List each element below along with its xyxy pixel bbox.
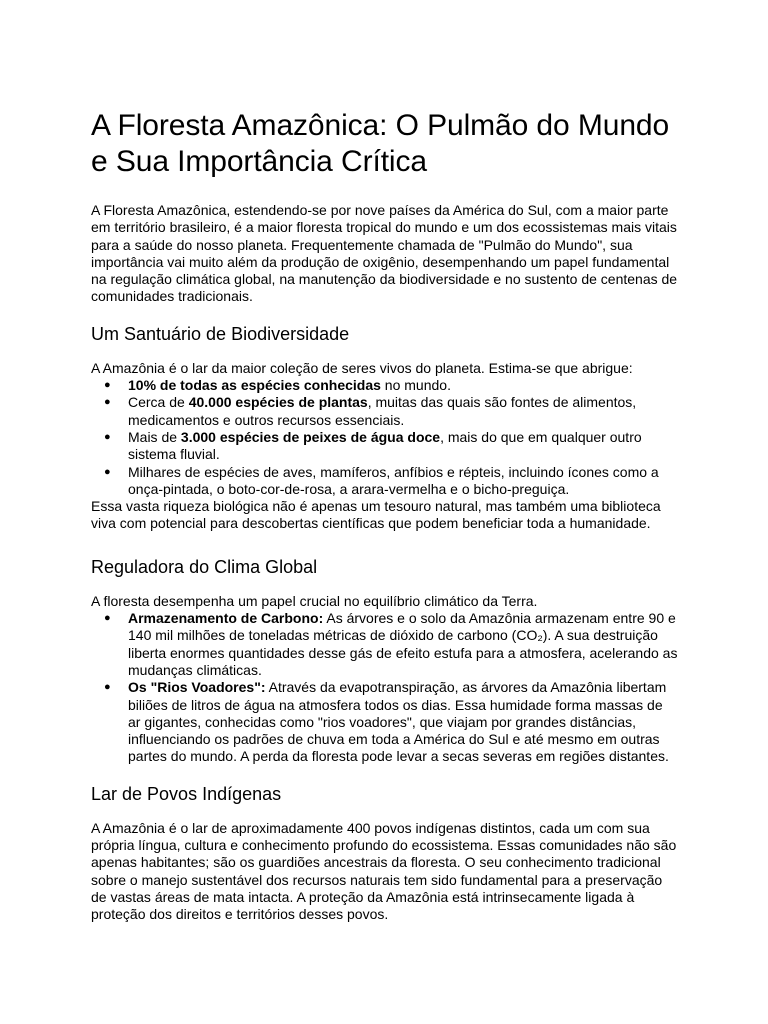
indigenous-heading: Lar de Povos Indígenas — [91, 783, 282, 804]
climate-heading: Reguladora do Clima Global — [91, 556, 318, 577]
list-item: ● Mais de 3.000 espécies de peixes de água doce, mais do que em qualquer outro sistema fluvial. — [91, 429, 678, 464]
climate-lead: A floresta desempenha um papel crucial no equilíbrio climático da Terra. — [91, 592, 538, 609]
biodiversity-section — [91, 323, 678, 533]
list-item: ● Armazenamento de Carbono: As árvores e o solo da Amazônia armazenam entre 90 e 140 mil milhões de toneladas métricas de dióxido de carbono (CO₂). A sua destruição liberta enormes quantidades desse gás de efeito estufa para a atmosfera, acelerando as mudanças climáticas. — [91, 610, 678, 679]
indigenous-section — [91, 783, 678, 924]
page-title: A Floresta Amazônica: O Pulmão do Mundo e Sua Importância Crítica — [91, 109, 670, 178]
biodiversity-heading: Um Santuário de Biodiversidade — [91, 323, 350, 344]
indigenous-paragraph: A Amazônia é o lar de aproximadamente 400 povos indígenas distintos, cada um com sua própria língua, cultura e conhecimento profundo do ecossistema. Essas comunidades não são apenas habitantes; são os guardiões ancestrais da floresta. O seu conhecimento tradicional sobre o manejo sustentável dos recursos naturais tem sido fundamental para a preservação de vastas áreas de mata intacta. A proteção da Amazônia está intrinsecamente ligada à proteção dos direitos e territórios desses povos. — [91, 819, 677, 923]
list-item: ● Milhares de espécies de aves, mamíferos, anfíbios e répteis, incluindo ícones como a onça-pintada, o boto-cor-de-rosa, a arara-vermelha e o bicho-preguiça. — [91, 464, 678, 499]
list-item: ● Cerca de 40.000 espécies de plantas, muitas das quais são fontes de alimentos, medicamentos e outros recursos essenciais. — [91, 394, 678, 429]
biodiversity-closing: Essa vasta riqueza biológica não é apenas um tesouro natural, mas também uma biblioteca viva com potencial para descobertas científicas que podem beneficiar toda a humanidade. — [91, 498, 661, 532]
list-item: ● 10% de todas as espécies conhecidas no mundo. — [91, 377, 678, 394]
biodiversity-list — [91, 377, 678, 498]
biodiversity-lead: A Amazônia é o lar da maior coleção de seres vivos do planeta. Estima-se que abrigue: — [91, 359, 633, 376]
list-item: ● Os "Rios Voadores": Através da evapotranspiração, as árvores da Amazônia libertam biliões de litros de água na atmosfera todos os dias. Essa humidade forma massas de ar gigantes, conhecidas como "rios voadores", que viajam por grandes distâncias, influenciando os padrões de chuva em toda a América do Sul e até mesmo em outras partes do mundo. A perda da floresta pode levar a secas severas em regiões distantes. — [91, 679, 678, 765]
intro-paragraph: A Floresta Amazônica, estendendo-se por nove países da América do Sul, com a maior parte em território brasileiro, é a maior floresta tropical do mundo e um dos ecossistemas mais vitais para a saúde do nosso planeta. Frequentemente chamada de "Pulmão do Mundo", sua importância vai muito além da produção de oxigênio, desempenhando um papel fundamental na regulação climática global, na manutenção da biodiversidade e no sustento de centenas de comunidades tradicionais. — [91, 202, 678, 305]
climate-section — [91, 556, 678, 766]
climate-list — [91, 610, 678, 766]
